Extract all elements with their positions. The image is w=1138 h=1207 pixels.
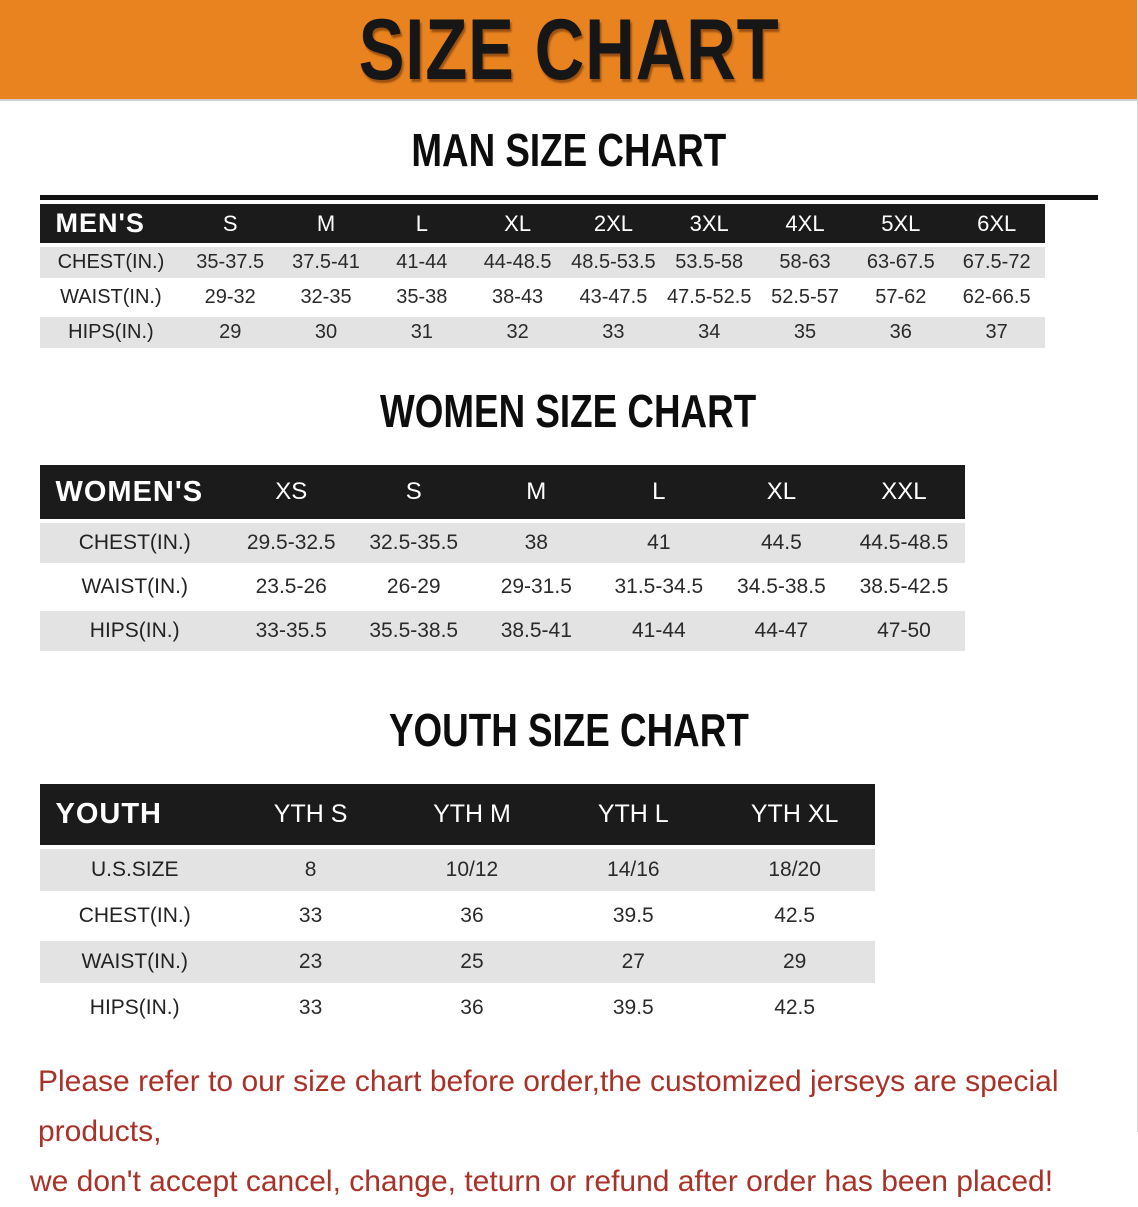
- measurement-value: 39.5: [612, 904, 654, 927]
- youth-section-title: [0, 704, 1137, 756]
- measurement-value: 18/20: [714, 849, 875, 891]
- size-column-header: YTH M: [391, 784, 552, 845]
- measurement-value: 23.5-26: [255, 575, 327, 598]
- measurement-row: [40, 941, 1098, 983]
- size-column-header: L: [374, 204, 470, 243]
- measurement-value: 37.5-41: [278, 247, 374, 278]
- measurement-value: 44-47: [720, 611, 843, 651]
- spacer-cell: [1045, 282, 1098, 313]
- spacer-cell: [1045, 247, 1098, 278]
- measurement-value: 43-47.5: [579, 286, 648, 308]
- measurement-value: 38.5-42.5: [859, 575, 949, 598]
- size-column-header: M: [278, 204, 374, 243]
- youth-section-title-text: YOUTH SIZE CHART: [388, 704, 749, 756]
- measurement-value: 37: [949, 317, 1045, 348]
- banner: [0, 0, 1137, 101]
- size-column-header: L: [598, 465, 721, 519]
- spacer-cell: [965, 523, 1097, 563]
- measurement-row: [40, 611, 1098, 651]
- measurement-value: 31: [374, 317, 470, 348]
- measurement-value: 33-35.5: [230, 611, 353, 651]
- measurement-value: 36: [460, 996, 484, 1019]
- spacer-cell: [875, 987, 1097, 1029]
- measurement-value: 41-44: [374, 247, 470, 278]
- women-size-table: [40, 461, 1098, 655]
- size-column-header: XXL: [843, 465, 966, 519]
- measurement-value: 29: [714, 941, 875, 983]
- spacer-cell: [875, 849, 1097, 891]
- measurement-value: 38.5-41: [475, 611, 598, 651]
- measurement-value: 67.5-72: [949, 247, 1045, 278]
- measurement-value: 34.5-38.5: [737, 575, 826, 598]
- measurement-value: 33: [566, 317, 662, 348]
- size-column-header: S: [352, 465, 475, 519]
- size-column-header: M: [475, 465, 598, 519]
- size-column-header: XS: [230, 465, 353, 519]
- measurement-label: WAIST(IN.): [60, 286, 162, 308]
- measurement-label: U.S.SIZE: [40, 849, 230, 891]
- measurement-label: CHEST(IN.): [40, 247, 183, 278]
- spacer-cell: [965, 611, 1097, 651]
- measurement-label: HIPS(IN.): [40, 611, 230, 651]
- men-size-table: [40, 195, 1098, 352]
- table-header-row: [40, 465, 1098, 519]
- measurement-value: 47-50: [843, 611, 966, 651]
- measurement-label: WAIST(IN.): [40, 941, 230, 983]
- measurement-value: 42.5: [774, 904, 816, 927]
- measurement-row: [40, 282, 1098, 313]
- measurement-value: 35: [757, 317, 853, 348]
- measurement-label: CHEST(IN.): [78, 904, 191, 927]
- men-section-title: [0, 124, 1137, 176]
- measurement-value: 41: [598, 523, 721, 563]
- disclaimer-line-1: Please refer to our size chart before order,the customized jerseys are special products,: [38, 1065, 1059, 1148]
- table-header-row: [40, 784, 1098, 845]
- measurement-value: 29-31.5: [500, 575, 572, 598]
- measurement-label: HIPS(IN.): [89, 996, 180, 1019]
- measurement-value: 32: [470, 317, 566, 348]
- measurement-value: 29.5-32.5: [230, 523, 353, 563]
- measurement-value: 35.5-38.5: [352, 611, 475, 651]
- spacer-cell: [965, 567, 1097, 607]
- women-section-title: [0, 385, 1137, 437]
- size-column-header: S: [182, 204, 278, 243]
- measurement-value: 33: [298, 996, 323, 1019]
- measurement-value: 33: [298, 904, 323, 927]
- measurement-value: 57-62: [875, 286, 927, 308]
- measurement-value: 31.5-34.5: [614, 575, 704, 598]
- measurement-row: [40, 895, 1098, 937]
- measurement-value: 34: [661, 317, 757, 348]
- measurement-row: [40, 317, 1098, 348]
- banner-title: SIZE CHART: [358, 1, 779, 98]
- measurement-row: [40, 523, 1098, 563]
- disclaimer-text: [0, 1057, 1137, 1207]
- size-column-header: 3XL: [661, 204, 757, 243]
- measurement-value: 14/16: [553, 849, 714, 891]
- measurement-value: 8: [230, 849, 391, 891]
- spacer-cell: [965, 465, 1097, 519]
- measurement-value: 39.5: [612, 996, 654, 1019]
- measurement-value: 38-43: [492, 286, 544, 308]
- measurement-value: 47.5-52.5: [666, 286, 752, 308]
- spacer-cell: [875, 784, 1097, 845]
- spacer-cell: [875, 941, 1097, 983]
- measurement-row: [40, 567, 1098, 607]
- measurement-value: 35-37.5: [182, 247, 278, 278]
- measurement-label: HIPS(IN.): [40, 317, 183, 348]
- measurement-value: 52.5-57: [771, 286, 839, 308]
- measurement-value: 41-44: [598, 611, 721, 651]
- measurement-value: 36: [853, 317, 949, 348]
- size-column-header: XL: [720, 465, 843, 519]
- youth-size-table: [40, 780, 1098, 1033]
- measurement-value: 48.5-53.5: [566, 247, 662, 278]
- measurement-row: [40, 247, 1098, 278]
- spacer-cell: [1045, 204, 1098, 243]
- measurement-value: 30: [278, 317, 374, 348]
- measurement-value: 42.5: [774, 996, 816, 1019]
- measurement-value: 10/12: [391, 849, 552, 891]
- disclaimer-line-2: we don't accept cancel, change, teturn or refund after order has been placed!: [30, 1165, 1054, 1198]
- men-section-title-text: MAN SIZE CHART: [411, 124, 726, 176]
- measurement-value: 38: [475, 523, 598, 563]
- measurement-value: 63-67.5: [853, 247, 949, 278]
- measurement-value: 53.5-58: [661, 247, 757, 278]
- measurement-value: 32-35: [300, 286, 352, 308]
- measurement-label: WAIST(IN.): [81, 575, 188, 598]
- measurement-value: 35-38: [396, 286, 448, 308]
- size-column-header: 6XL: [949, 204, 1045, 243]
- spacer-cell: [875, 895, 1097, 937]
- measurement-value: 44-48.5: [470, 247, 566, 278]
- measurement-value: 29: [182, 317, 278, 348]
- size-column-header: 5XL: [853, 204, 949, 243]
- table-header-row: [40, 204, 1098, 243]
- measurement-value: 29-32: [204, 286, 256, 308]
- measurement-value: 27: [553, 941, 714, 983]
- measurement-value: 23: [230, 941, 391, 983]
- size-column-header: 2XL: [566, 204, 662, 243]
- women-section-title-text: WOMEN SIZE CHART: [380, 385, 757, 437]
- size-column-header: 4XL: [757, 204, 853, 243]
- measurement-value: 32.5-35.5: [352, 523, 475, 563]
- measurement-label: CHEST(IN.): [40, 523, 230, 563]
- measurement-value: 26-29: [386, 575, 441, 598]
- measurement-value: 62-66.5: [962, 286, 1031, 308]
- measurement-value: 44.5-48.5: [843, 523, 966, 563]
- measurement-value: 58-63: [757, 247, 853, 278]
- measurement-value: 44.5: [720, 523, 843, 563]
- measurement-row: [40, 849, 1098, 891]
- table-title-cell: YOUTH: [40, 784, 230, 845]
- table-title-cell: WOMEN'S: [40, 465, 230, 519]
- spacer-cell: [1045, 317, 1098, 348]
- table-title-cell: MEN'S: [40, 204, 183, 243]
- size-column-header: YTH S: [230, 784, 391, 845]
- size-column-header: YTH XL: [714, 784, 875, 845]
- size-column-header: XL: [470, 204, 566, 243]
- measurement-value: 36: [460, 904, 484, 927]
- size-column-header: YTH L: [553, 784, 714, 845]
- measurement-row: [40, 987, 1098, 1029]
- measurement-value: 25: [391, 941, 552, 983]
